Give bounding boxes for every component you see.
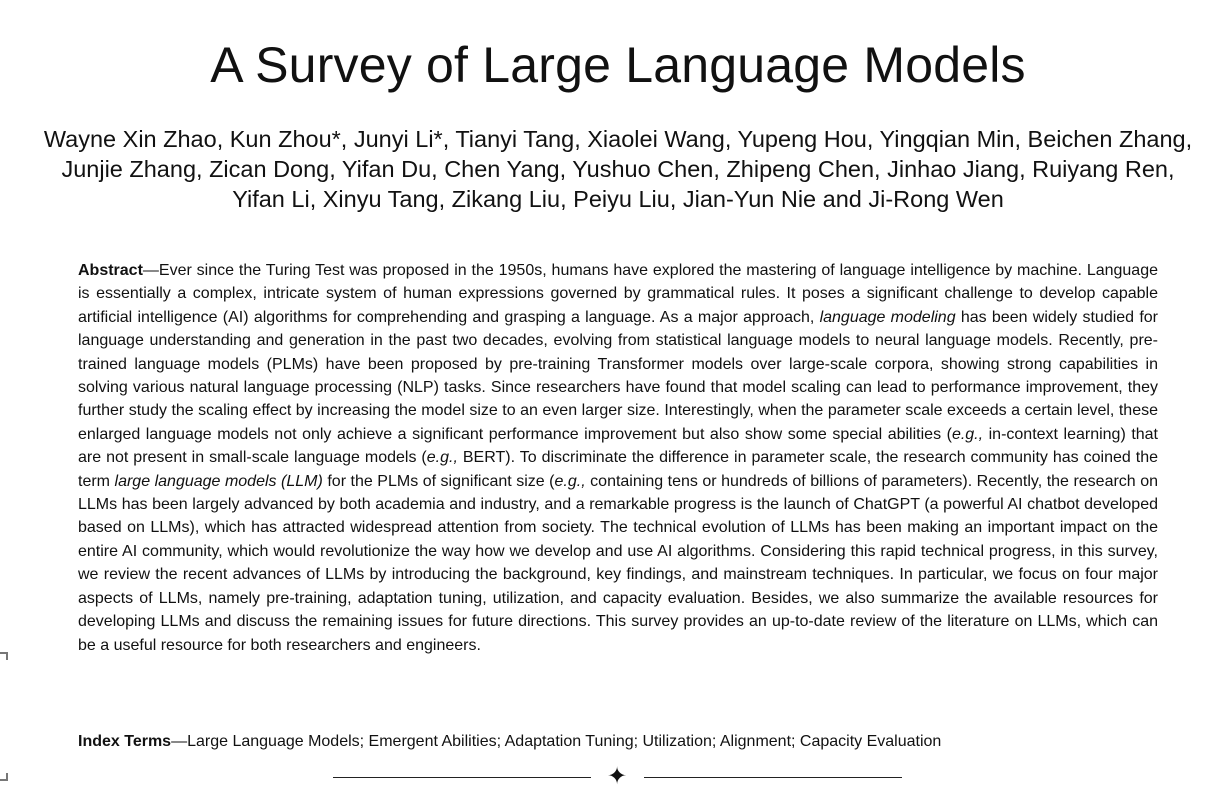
section-divider-left (333, 777, 591, 778)
crop-mark-icon (0, 773, 8, 781)
section-divider-right (644, 777, 902, 778)
index-terms (78, 730, 1158, 753)
abstract-emphasis: large language models (LLM) (114, 472, 323, 490)
abstract (78, 259, 1158, 657)
paper-title: A Survey of Large Language Models (210, 37, 1026, 93)
abstract-emphasis: language modeling (819, 308, 956, 326)
abstract-emphasis: e.g., (554, 472, 586, 490)
abstract-emphasis: e.g., (951, 425, 984, 443)
crop-mark-icon (0, 652, 8, 660)
abstract-body (78, 262, 1158, 654)
abstract-text: has been widely studied for language understanding and generation in the past two decades, evolving from statistical language models to neural language models. Recently, pre-trained language models (PLMs) have been proposed by pre-training Transformer models over large-scale corpora, showing strong capabilities in solving various natural language processing (NLP) tasks. Since researchers have found that model scaling can lead to performance improvement, they further study the scaling effect by increasing the model size to an even larger size. Interestingly, when the parameter scale exceeds a certain level, these enlarged language models not only achieve a significant performance improvement but also show some special abilities ( (78, 308, 1158, 443)
abstract-label: Abstract (78, 262, 143, 279)
index-terms-text: —Large Language Models; Emergent Abilities; Adaptation Tuning; Utilization; Alignment; Capacity Evaluation (171, 733, 942, 750)
abstract-text: for the PLMs of significant size ( (322, 472, 555, 490)
abstract-emphasis: e.g., (426, 449, 458, 467)
abstract-text: containing tens or hundreds of billions of parameters). Recently, the research on LLMs has been largely advanced by both academia and industry, and a remarkable progress is the launch of ChatGPT (a powerful AI chatbot developed based on LLMs), which has attracted widespread attention from society. The technical evolution of LLMs has been making an important impact on the entire AI community, which would revolutionize the way how we develop and use AI algorithms. Considering this rapid technical progress, in this survey, we review the recent advances of LLMs by introducing the background, key findings, and mainstream techniques. In particular, we focus on four major aspects of LLMs, namely pre-training, adaptation tuning, utilization, and capacity evaluation. Besides, we also summarize the available resources for developing LLMs and discuss the remaining issues for future directions. This survey provides an up-to-date review of the literature on LLMs, which can be a useful resource for both researchers and engineers. (78, 472, 1159, 654)
abstract-text: in-context learning) that are not present in small-scale language models ( (78, 425, 1159, 467)
abstract-text: BERT). To discriminate the difference in parameter scale, the research community has coined the term (78, 449, 1159, 490)
diamond-star-icon: ✦ (606, 763, 628, 790)
author-list: Wayne Xin Zhao, Kun Zhou*, Junyi Li*, Tianyi Tang, Xiaolei Wang, Yupeng Hou, Yingqian Min, Beichen Zhang, Junjie Zhang, Zican Dong, Yifan Du, Chen Yang, Yushuo Chen, Zhipeng Chen, Jinhao Jiang, Ruiyang Ren, Yifan Li, Xinyu Tang, Zikang Liu, Peiyu Liu, Jian-Yun Nie and Ji-Rong Wen (43, 126, 1193, 212)
index-terms-label: Index Terms (78, 733, 172, 750)
abstract-text: —Ever since the Turing Test was proposed in the 1950s, humans have explored the mastering of language intelligence by machine. Language is essentially a complex, intricate system of human expressions governed by grammatical rules. It poses a significant challenge to develop capable artificial intelligence (AI) algorithms for comprehending and grasping a language. As a major approach, (78, 262, 1158, 326)
